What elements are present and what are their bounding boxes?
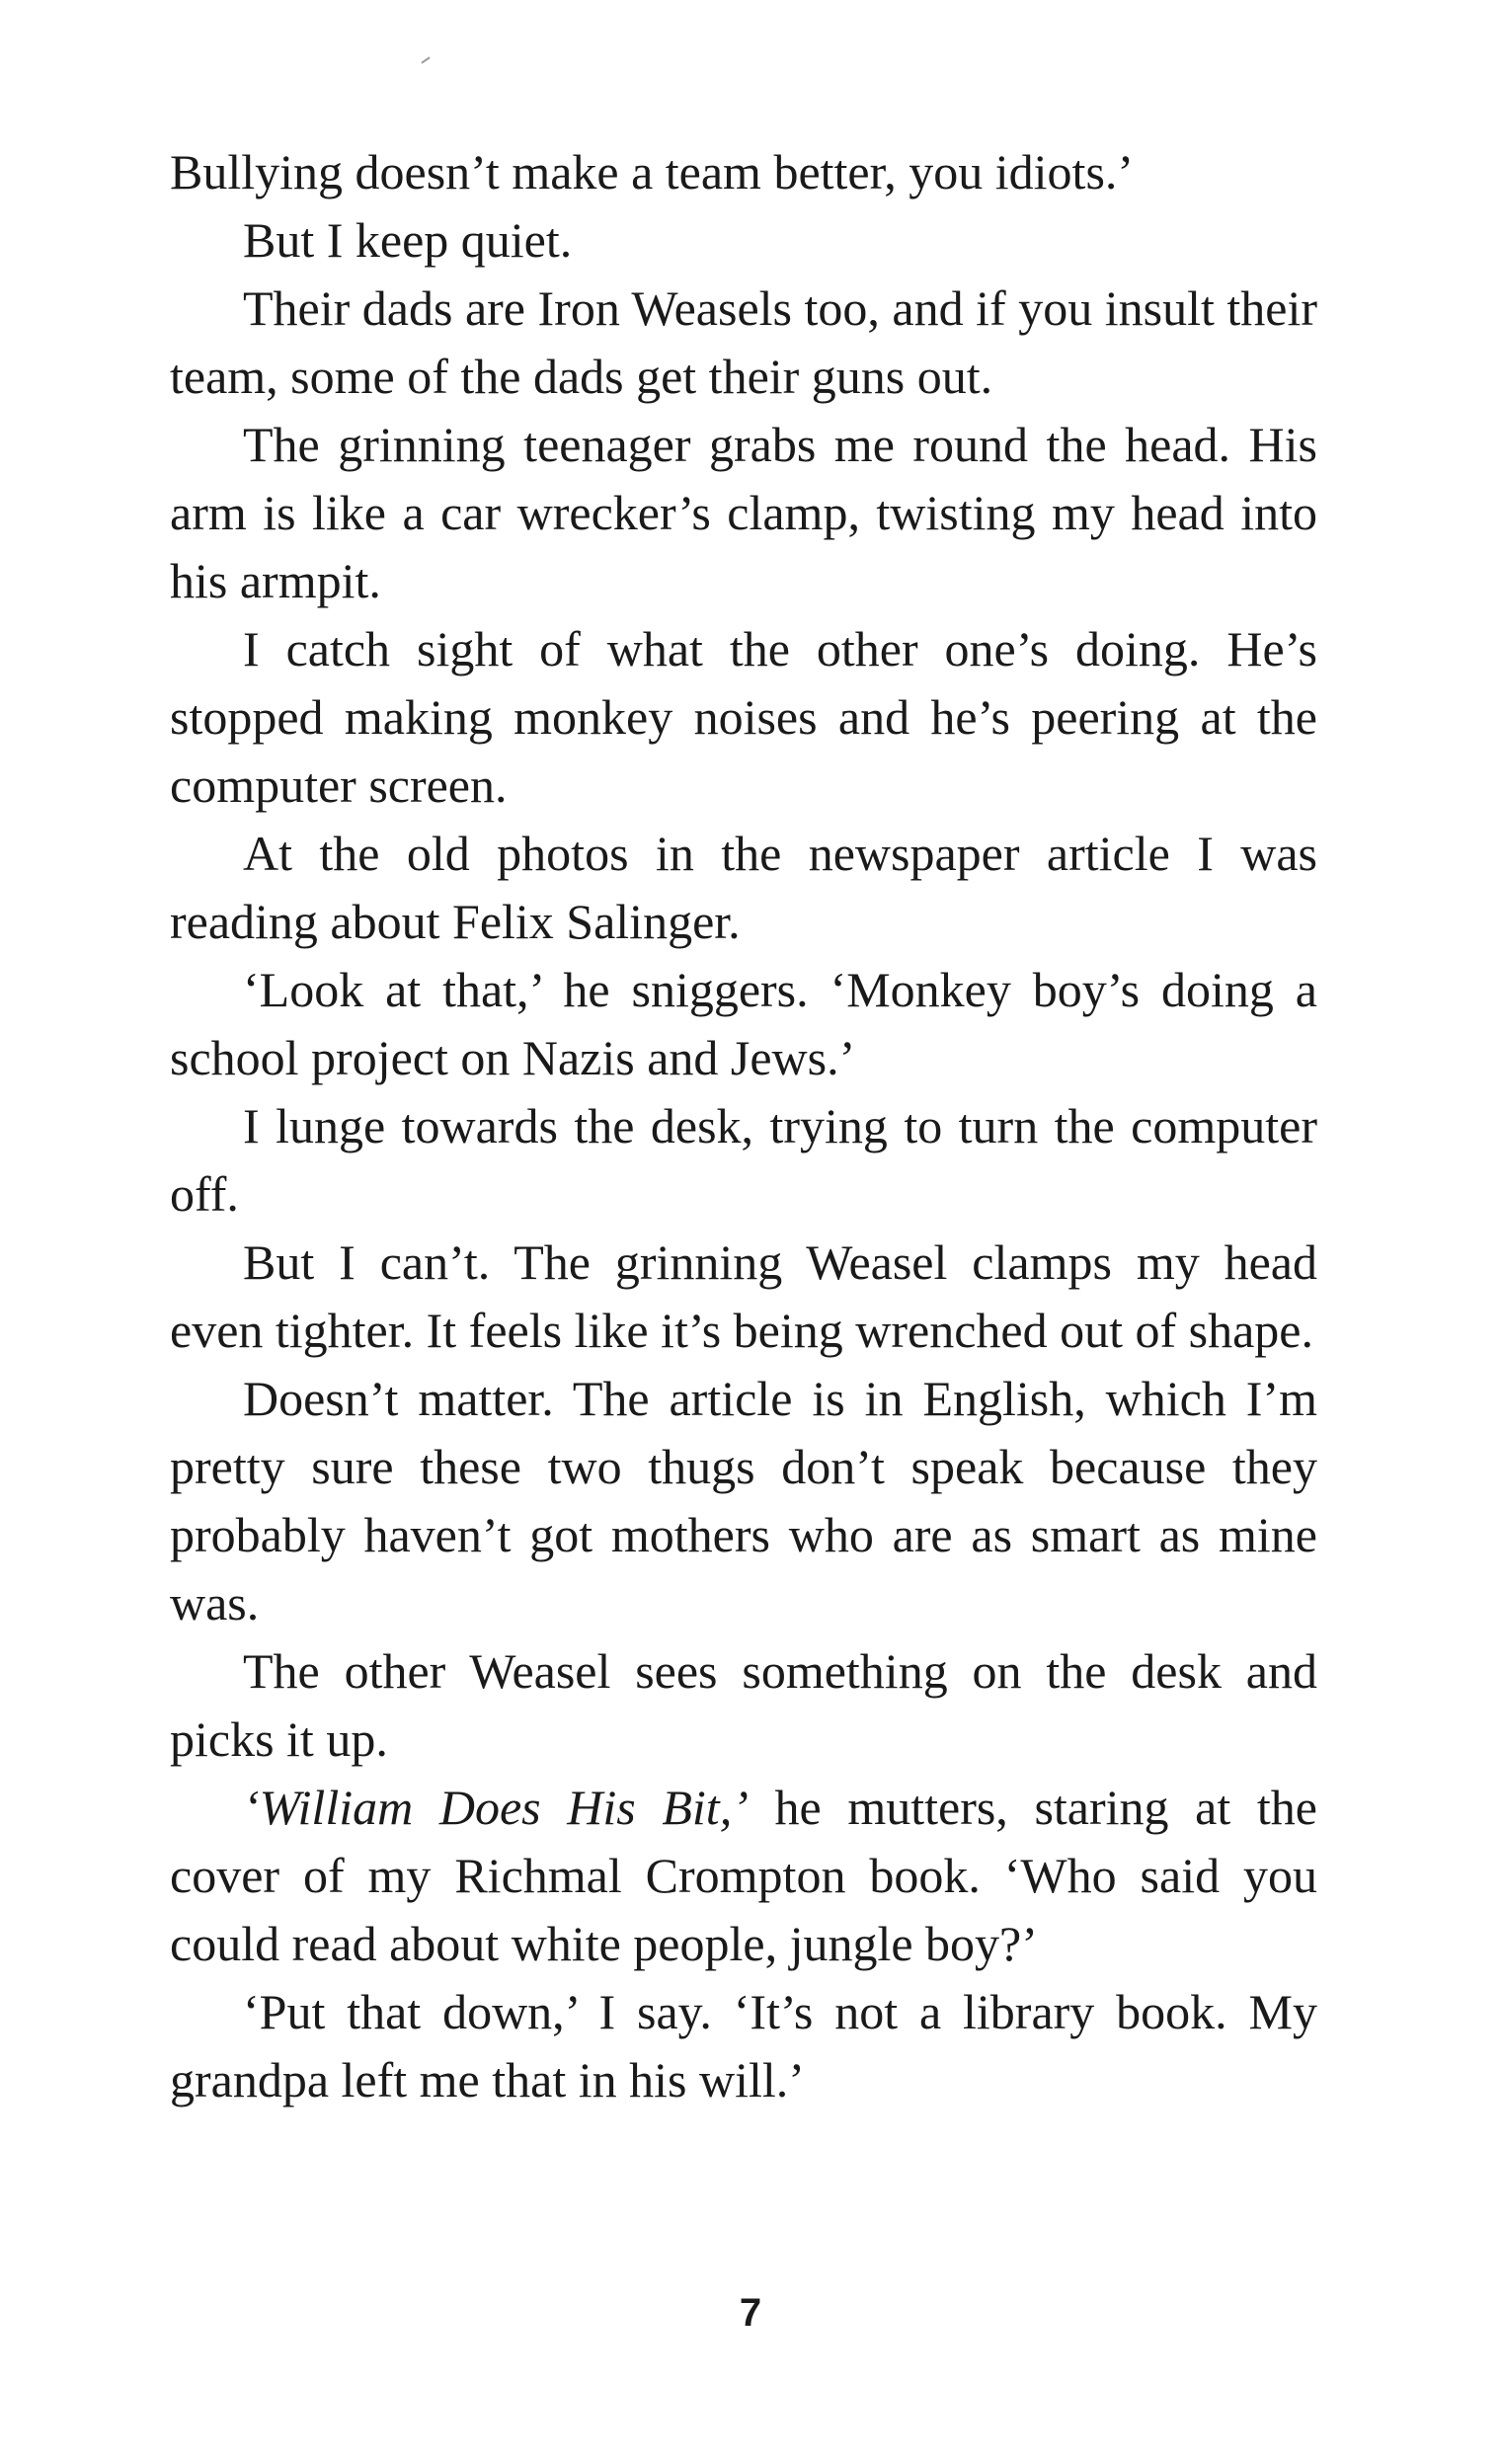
paragraph: Bullying doesn’t make a team better, you idiots.’ <box>170 144 1135 199</box>
page-number: 7 <box>739 2291 762 2335</box>
paragraph: I lunge towards the desk, trying to turn the computer off. <box>170 1098 1317 1222</box>
body-text <box>170 138 1317 2114</box>
paragraph: ‘Put that down,’ I say. ‘It’s not a library book. My grandpa left me that in his will.’ <box>170 1984 1317 2107</box>
paragraph: Doesn’t matter. The article is in English, which I’m pretty sure these two thugs don’t speak because they probably haven’t got mothers who are as smart as mine was. <box>170 1371 1317 1630</box>
paragraph: ‘Look at that,’ he sniggers. ‘Monkey boy’s doing a school project on Nazis and Jews.’ <box>170 962 1317 1085</box>
paragraph: The grinning teenager grabs me round the head. His arm is like a car wrecker’s clamp, twisting my head into his armpit. <box>170 417 1317 608</box>
paragraph-text: he mutters, staring at the cover of my Richmal Crompton book. ‘Who said you could read about white people, jungle boy?’ <box>170 1780 1317 1971</box>
paragraph: But I keep quiet. <box>243 212 573 268</box>
paragraph <box>170 1774 1317 1978</box>
paragraph: But I can’t. The grinning Weasel clamps my head even tighter. It feels like it’s being wrenched out of shape. <box>170 1234 1317 1358</box>
paragraph: The other Weasel sees something on the desk and picks it up. <box>170 1643 1317 1767</box>
book-title-italic: ‘William Does His Bit,’ <box>243 1780 749 1835</box>
paragraph: At the old photos in the newspaper article I was reading about Felix Salinger. <box>170 826 1317 949</box>
print-speck <box>421 56 430 63</box>
paragraph: I catch sight of what the other one’s doing. He’s stopped making monkey noises and he’s peering at the computer screen. <box>170 621 1317 813</box>
paragraph: Their dads are Iron Weasels too, and if you insult their team, some of the dads get their guns out. <box>170 280 1317 404</box>
